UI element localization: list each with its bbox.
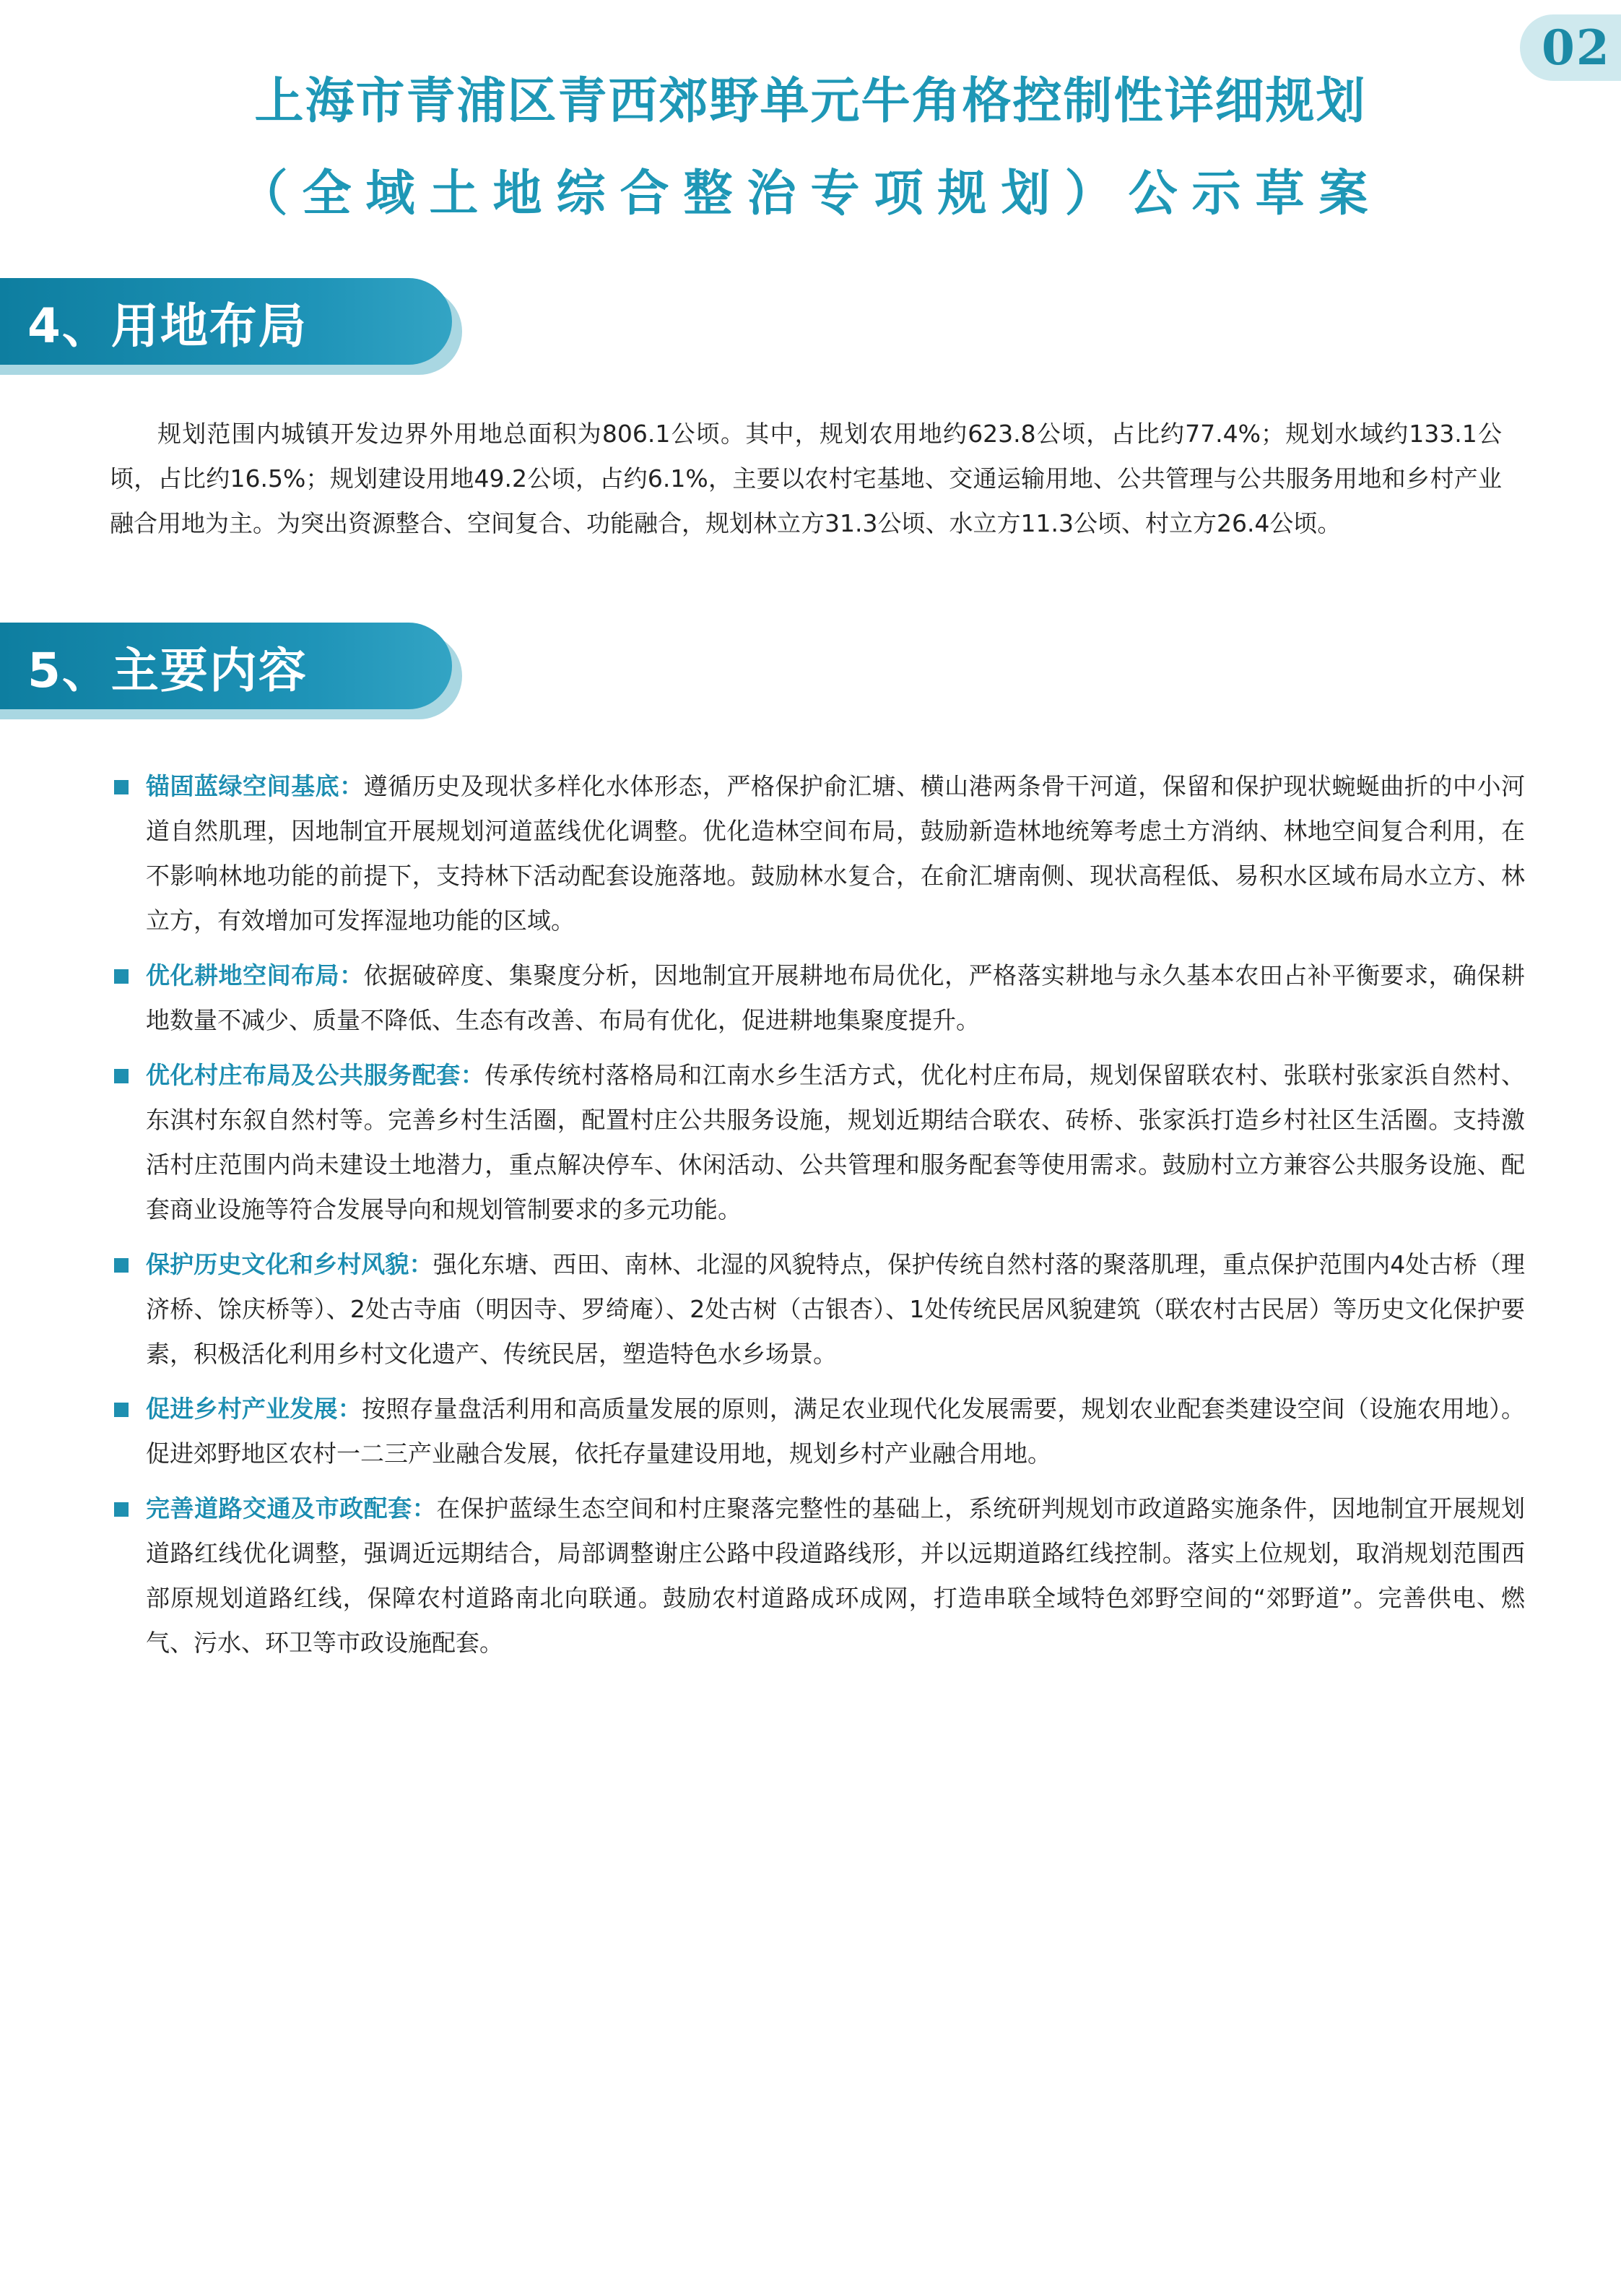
list-item — [110, 1242, 1525, 1377]
item-heading: 优化村庄布局及公共服务配套： — [146, 1061, 485, 1089]
square-bullet-icon — [114, 780, 129, 794]
section-heading: 5、主要内容 — [27, 642, 308, 698]
land-layout-paragraph: 规划范围内城镇开发边界外用地总面积为806.1公顷。其中，规划农用地约623.8公顷，占比约77.4%；规划水域约133.1公顷，占比约16.5%；规划建设用地49.2公顷，占约6.1%，主要以农村宅基地、交通运输用地、公共管理与公共服务用地和乡村产业融合用地为主。为突出资源整合、空间复合、功能融合，规划林立方31.3公顷、水立方11.3公顷、村立方26.4公顷。 — [110, 420, 1502, 537]
list-item — [110, 1053, 1525, 1232]
item-text: 传承传统村落格局和江南水乡生活方式，优化村庄布局，规划保留联农村、张联村张家浜自然村、东淇村东叙自然村等。完善乡村生活圈，配置村庄公共服务设施，规划近期结合联农、砖桥、张家浜打造乡村社区生活圈。支持激活村庄范围内尚未建设土地潜力，重点解决停车、休闲活动、公共管理和服务配套等使用需求。鼓励村立方兼容公共服务设施、配套商业设施等符合发展导向和规划管制要求的多元功能。 — [146, 1061, 1525, 1223]
item-text: 遵循历史及现状多样化水体形态，严格保护俞汇塘、横山港两条骨干河道，保留和保护现状蜿蜒曲折的中小河道自然肌理，因地制宜开展规划河道蓝线优化调整。优化造林空间布局，鼓励新造林地统筹考虑土方消纳、林地空间复合利用，在不影响林地功能的前提下，支持林下活动配套设施落地。鼓励林水复合，在俞汇塘南侧、现状高程低、易积水区域布局水立方、林立方，有效增加可发挥湿地功能的区域。 — [146, 772, 1526, 935]
document-title-line2: （全域土地综合整治专项规划）公示草案 — [238, 165, 1383, 222]
item-text: 强化东塘、西田、南林、北湿的风貌特点，保护传统自然村落的聚落肌理，重点保护范围内4处古桥（理济桥、馀庆桥等）、2处古寺庙（明因寺、罗绮庵）、2处古树（古银杏）、1处传统民居风貌建筑（联农村古民居）等历史文化保护要素，积极活化利用乡村文化遗产、传统民居，塑造特色水乡场景。 — [146, 1250, 1525, 1368]
square-bullet-icon — [114, 1258, 129, 1273]
item-heading: 促进乡村产业发展： — [146, 1395, 362, 1423]
list-item — [110, 764, 1525, 943]
banner-bar — [0, 278, 452, 365]
square-bullet-icon — [114, 1403, 129, 1417]
list-item — [110, 953, 1525, 1043]
item-text: 依据破碎度、集聚度分析，因地制宜开展耕地布局优化，严格落实耕地与永久基本农田占补平衡要求，确保耕地数量不减少、质量不降低、生态有改善、布局有优化，促进耕地集聚度提升。 — [146, 961, 1526, 1034]
square-bullet-icon — [114, 969, 129, 984]
list-item — [110, 1486, 1525, 1665]
item-heading: 保护历史文化和乡村风貌： — [146, 1250, 433, 1278]
page-number: 02 — [1542, 20, 1611, 76]
list-item — [110, 1387, 1525, 1476]
item-heading: 锚固蓝绿空间基底： — [146, 772, 364, 800]
main-content-list — [110, 764, 1525, 1676]
section-heading: 4、用地布局 — [27, 298, 308, 354]
document-title-line1: 上海市青浦区青西郊野单元牛角格控制性详细规划 — [254, 73, 1367, 130]
banner-bar — [0, 623, 452, 709]
item-text: 在保护蓝绿生态空间和村庄聚落完整性的基础上，系统研判规划市政道路实施条件，因地制宜开展规划道路红线优化调整，强调近远期结合，局部调整谢庄公路中段道路线形，并以远期道路红线控制。落实上位规划，取消规划范围西部原规划道路红线，保障农村道路南北向联通。鼓励农村道路成环成网，打造串联全域特色郊野空间的“郊野道”。完善供电、燃气、污水、环卫等市政设施配套。 — [146, 1494, 1526, 1657]
square-bullet-icon — [114, 1069, 129, 1083]
item-heading: 完善道路交通及市政配套： — [146, 1494, 437, 1522]
item-heading: 优化耕地空间布局： — [146, 961, 364, 989]
square-bullet-icon — [114, 1502, 129, 1517]
item-text: 按照存量盘活利用和高质量发展的原则，满足农业现代化发展需要，规划农业配套类建设空间（设施农用地）。促进郊野地区农村一二三产业融合发展，依托存量建设用地，规划乡村产业融合用地。 — [146, 1395, 1526, 1468]
section-banner-main-content — [0, 623, 462, 709]
section-banner-land-layout — [0, 278, 462, 365]
